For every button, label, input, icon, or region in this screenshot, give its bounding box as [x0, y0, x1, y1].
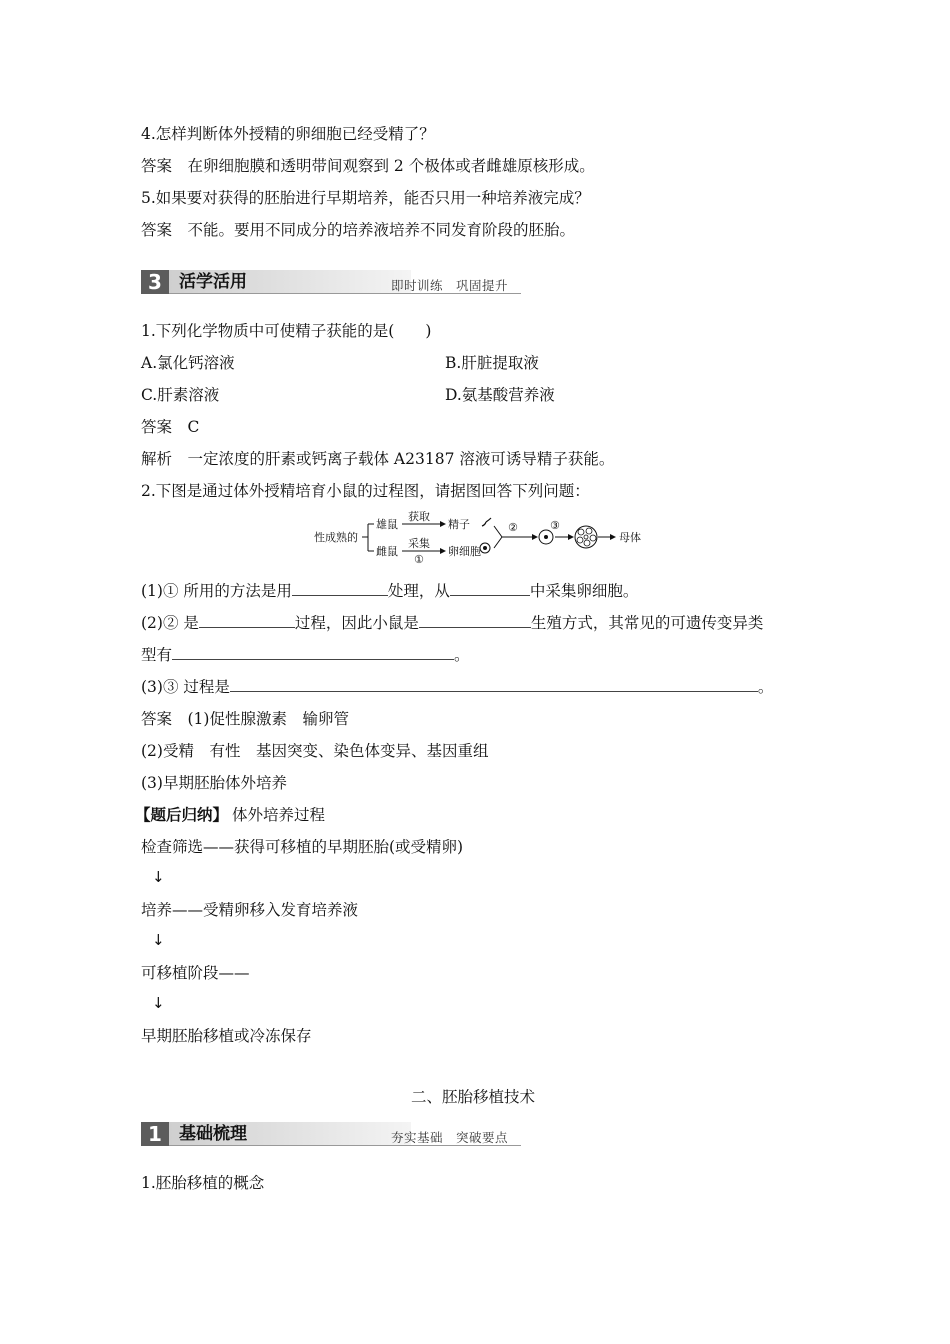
- embryo-icon: [575, 526, 597, 548]
- question-5: 5.如果要对获得的胚胎进行早期培养，能否只用一种培养液完成？: [141, 189, 590, 207]
- sub-question-3: [141, 677, 773, 697]
- diagram-source-label: 性成熟的: [314, 531, 358, 544]
- sub-question-2-part-d: 型有: [141, 646, 173, 664]
- diagram-mother-label: 母体: [619, 531, 641, 544]
- summary-heading: [135, 805, 326, 825]
- sub-question-2-continued: [141, 645, 470, 665]
- diagram-sperm-label: 精子: [448, 518, 470, 531]
- down-arrow-icon: ↓: [152, 868, 165, 886]
- section-subtitle: 夯实基础 突破要点: [391, 1130, 509, 1145]
- diagram-egg-label: 卵细胞: [448, 545, 481, 558]
- blank-2-variation[interactable]: [172, 645, 454, 660]
- section-header-3: [141, 268, 521, 296]
- sub-question-1-part-b: 处理，从: [387, 582, 450, 600]
- sub-question-2-part-b: 过程，因此小鼠是: [294, 614, 419, 632]
- diagram-get-label: 获取: [408, 510, 430, 523]
- diagram-step3-label: ③: [550, 519, 560, 532]
- diagram-female-label: 雌鼠: [376, 545, 398, 558]
- blank-1-method[interactable]: [292, 581, 388, 596]
- summary-title: 体外培养过程: [232, 806, 326, 824]
- option-c: C.肝素溶液: [141, 386, 220, 404]
- sub-question-1: [141, 581, 638, 601]
- sub-question-2-part-e: 。: [454, 646, 470, 664]
- exercise-1-question: 1.下列化学物质中可使精子获能的是( ): [141, 322, 432, 340]
- exercise-2-answer-3: (3)早期胚胎体外培养: [141, 774, 287, 792]
- section-subtitle: 即时训练 巩固提升: [391, 278, 509, 293]
- option-d: D.氨基酸营养液: [445, 386, 555, 404]
- answer-5: 答案 不能。要用不同成分的培养液培养不同发育阶段的胚胎。: [141, 221, 576, 239]
- summary-step-2: 培养——受精卵移入发育培养液: [141, 901, 359, 919]
- sub-question-1-part-a: (1)① 所用的方法是用: [141, 582, 292, 600]
- blank-2-reproduction[interactable]: [419, 613, 531, 628]
- blank-2-process[interactable]: [199, 613, 295, 628]
- section-header-1: [141, 1120, 521, 1148]
- part-2-title: 二、胚胎移植技术: [411, 1088, 536, 1106]
- exercise-1-analysis: 解析 一定浓度的肝素或钙离子载体 A23187 溶液可诱导精子获能。: [141, 450, 615, 468]
- sperm-icon: [482, 518, 491, 526]
- diagram-step1-label: ①: [414, 553, 424, 564]
- sub-question-2: [141, 613, 763, 633]
- summary-step-4: 早期胚胎移植或冷冻保存: [141, 1027, 312, 1045]
- ivf-process-diagram: [310, 510, 650, 564]
- option-b: B.肝脏提取液: [445, 354, 539, 372]
- section-title: 基础梳理: [179, 1124, 247, 1144]
- question-4: 4.怎样判断体外授精的卵细胞已经受精了？: [141, 125, 435, 143]
- sub-question-3-part-a: (3)③ 过程是: [141, 678, 230, 696]
- section-title: 活学活用: [179, 272, 247, 292]
- concept-heading: 1.胚胎移植的概念: [141, 1174, 265, 1192]
- diagram-male-label: 雄鼠: [376, 518, 398, 531]
- diagram-collect-label: 采集: [408, 537, 430, 550]
- summary-step-3: 可移植阶段——: [141, 964, 250, 982]
- down-arrow-icon: ↓: [152, 931, 165, 949]
- exercise-2-answer-1: 答案 (1)促性腺激素 输卵管: [141, 710, 349, 728]
- summary-step-1: 检查筛选——获得可移植的早期胚胎(或受精卵): [141, 838, 464, 856]
- blank-1-location[interactable]: [450, 581, 530, 596]
- sub-question-2-part-c: 生殖方式，其常见的可遗传变异类: [530, 614, 764, 632]
- diagram-step2-label: ②: [508, 521, 518, 534]
- summary-label: 【题后归纳】: [135, 806, 229, 824]
- section-number: 3: [141, 270, 169, 294]
- exercise-2-question: 2.下图是通过体外授精培育小鼠的过程图，请据图回答下列问题：: [141, 482, 590, 500]
- exercise-1-answer: 答案 C: [141, 418, 200, 436]
- exercise-2-answer-2: (2)受精 有性 基因突变、染色体变异、基因重组: [141, 742, 489, 760]
- blank-3-process[interactable]: [230, 677, 758, 692]
- sub-question-3-part-b: 。: [757, 678, 774, 696]
- sub-question-2-part-a: (2)② 是: [141, 614, 199, 632]
- down-arrow-icon: ↓: [152, 994, 165, 1012]
- sub-question-1-part-c: 中采集卵细胞。: [529, 582, 639, 600]
- option-a: A.氯化钙溶液: [141, 354, 235, 372]
- answer-4: 答案 在卵细胞膜和透明带间观察到 2 个极体或者雌雄原核形成。: [141, 157, 595, 175]
- section-number: 1: [141, 1122, 169, 1146]
